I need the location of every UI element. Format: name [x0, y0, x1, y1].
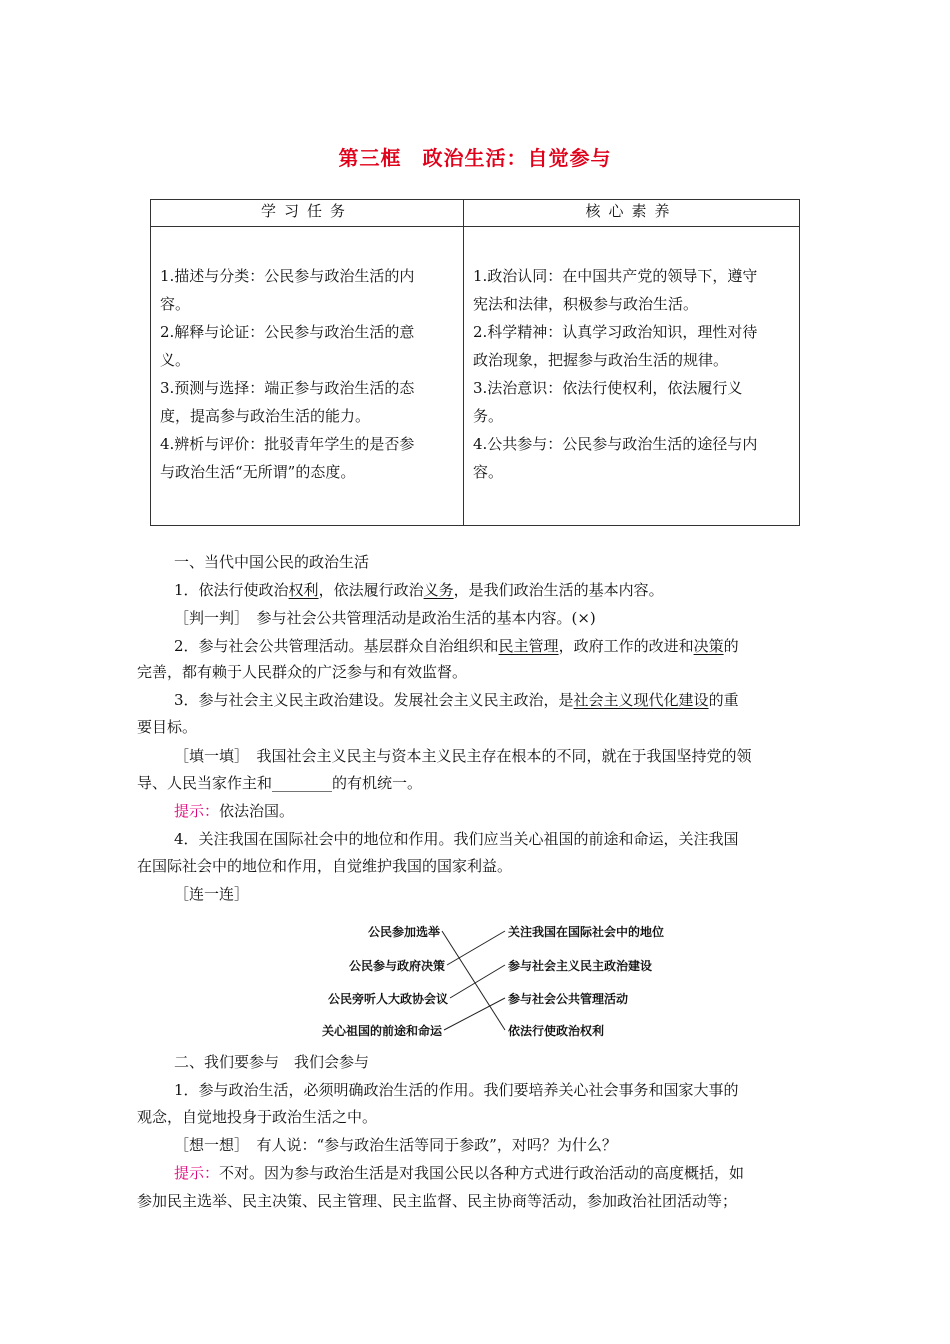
paragraph-2-cont: 完善，都有赖于人民群众的广泛参与和有效监督。: [137, 663, 468, 681]
connect-right-item: 依法行使政治权利: [508, 1024, 605, 1038]
paragraph-3: 3．参与社会主义民主政治建设。发展社会主义民主政治，是社会主义现代化建设的重: [174, 691, 739, 709]
paragraph-4-cont: 在国际社会中的地位和作用，自觉维护我国的国家利益。: [137, 857, 513, 875]
task-line: 1.描述与分类：公民参与政治生活的内: [160, 267, 415, 285]
table-header-learning-tasks: 学习任务: [260, 202, 353, 220]
paragraph-2: 2．参与社会公共管理活动。基层群众自治组织和民主管理，政府工作的改进和决策的: [174, 637, 739, 655]
blank-answer-decision: 决策: [693, 637, 724, 655]
think-exercise: ［想一想］ 有人说：“参与政治生活等同于参政”，对吗？为什么？: [174, 1136, 617, 1154]
connect-line: [447, 931, 505, 965]
connect-line: [444, 998, 505, 1030]
task-line: 2.解释与论证：公民参与政治生活的意: [160, 323, 415, 341]
table-header-core-literacy: 核心素养: [585, 202, 678, 220]
learning-goals-table: [150, 199, 800, 526]
hint-label: 提示：: [174, 802, 220, 820]
literacy-line: 1.政治认同：在中国共产党的领导下，遵守: [473, 267, 758, 285]
literacy-line: 4.公共参与：公民参与政治生活的途径与内: [473, 435, 758, 453]
task-line: 度，提高参与政治生活的能力。: [160, 407, 371, 425]
connect-right-item: 关注我国在国际社会中的地位: [508, 925, 665, 939]
connect-right-item: 参与社会公共管理活动: [508, 992, 629, 1006]
table-divider: [463, 200, 464, 525]
hint-2: 提示：不对。因为参与政治生活是对我国公民以各种方式进行政治活动的高度概括，如: [174, 1164, 745, 1182]
section1-heading: 一、当代中国公民的政治生活: [174, 553, 370, 571]
blank-answer-democratic-management: 民主管理: [498, 637, 559, 655]
hint-2-cont: 参加民主选举、民主决策、民主管理、民主监督、民主协商等活动，参加政治社团活动等；: [137, 1192, 738, 1210]
section2-paragraph-1-cont: 观念，自觉地投身于政治生活之中。: [137, 1108, 378, 1126]
blank-answer-modernization: 社会主义现代化建设: [573, 691, 709, 709]
literacy-line: 容。: [473, 463, 504, 481]
page-title: 第三框 政治生活：自觉参与: [338, 146, 612, 170]
hint-1: 提示：依法治国。: [174, 802, 295, 820]
paragraph-3-cont: 要目标。: [137, 718, 198, 736]
connect-right-item: 参与社会主义民主政治建设: [508, 959, 653, 973]
core-literacy-cell: [473, 262, 798, 486]
connect-line: [442, 931, 505, 1030]
literacy-line: 2.科学精神：认真学习政治知识，理性对待: [473, 323, 758, 341]
connect-left-item: 关心祖国的前途和命运: [321, 1024, 442, 1038]
judge-exercise: ［判一判］ 参与社会公共管理活动是政治生活的基本内容。(×): [174, 609, 596, 627]
hint-label: 提示：: [174, 1164, 220, 1182]
connect-line: [450, 965, 505, 998]
table-header-divider: [151, 226, 799, 227]
paragraph-4: 4．关注我国在国际社会中的地位和作用。我们应当关心祖国的前途和命运，关注我国: [174, 830, 739, 848]
literacy-line: 政治现象，把握参与政治生活的规律。: [473, 351, 729, 369]
connect-left-item: 公民参加选举: [367, 925, 440, 939]
learning-tasks-cell: [160, 262, 460, 486]
blank-answer-rights: 权利: [288, 581, 319, 599]
section2-heading: 二、我们要参与 我们会参与: [174, 1053, 370, 1071]
literacy-line: 3.法治意识：依法行使权利，依法履行义: [473, 379, 743, 397]
connect-left-item: 公民旁听人大政协会议: [327, 992, 448, 1006]
blank-answer-duties: 义务: [423, 581, 454, 599]
fill-exercise: ［填一填］ 我国社会主义民主与资本主义民主存在根本的不同，就在于我国坚持党的领: [174, 747, 752, 765]
fill-exercise-cont: 导、人民当家作主和________的有机统一。: [137, 774, 423, 792]
task-line: 3.预测与选择：端正参与政治生活的态: [160, 379, 415, 397]
fill-blank: ________: [272, 774, 333, 792]
connect-exercise-label: ［连一连］: [174, 885, 250, 903]
task-line: 义。: [160, 351, 191, 369]
connect-left-item: 公民参与政府决策: [348, 959, 445, 973]
section2-paragraph-1: 1．参与政治生活，必须明确政治生活的作用。我们要培养关心社会事务和国家大事的: [174, 1081, 739, 1099]
task-line: 与政治生活“无所谓”的态度。: [160, 463, 356, 481]
connect-diagram: [300, 918, 700, 1043]
connect-lines: [300, 918, 700, 1043]
task-line: 容。: [160, 295, 191, 313]
literacy-line: 务。: [473, 407, 504, 425]
literacy-line: 宪法和法律，积极参与政治生活。: [473, 295, 699, 313]
task-line: 4.辨析与评价：批驳青年学生的是否参: [160, 435, 415, 453]
paragraph-1: 1．依法行使政治权利，依法履行政治义务，是我们政治生活的基本内容。: [174, 581, 664, 599]
